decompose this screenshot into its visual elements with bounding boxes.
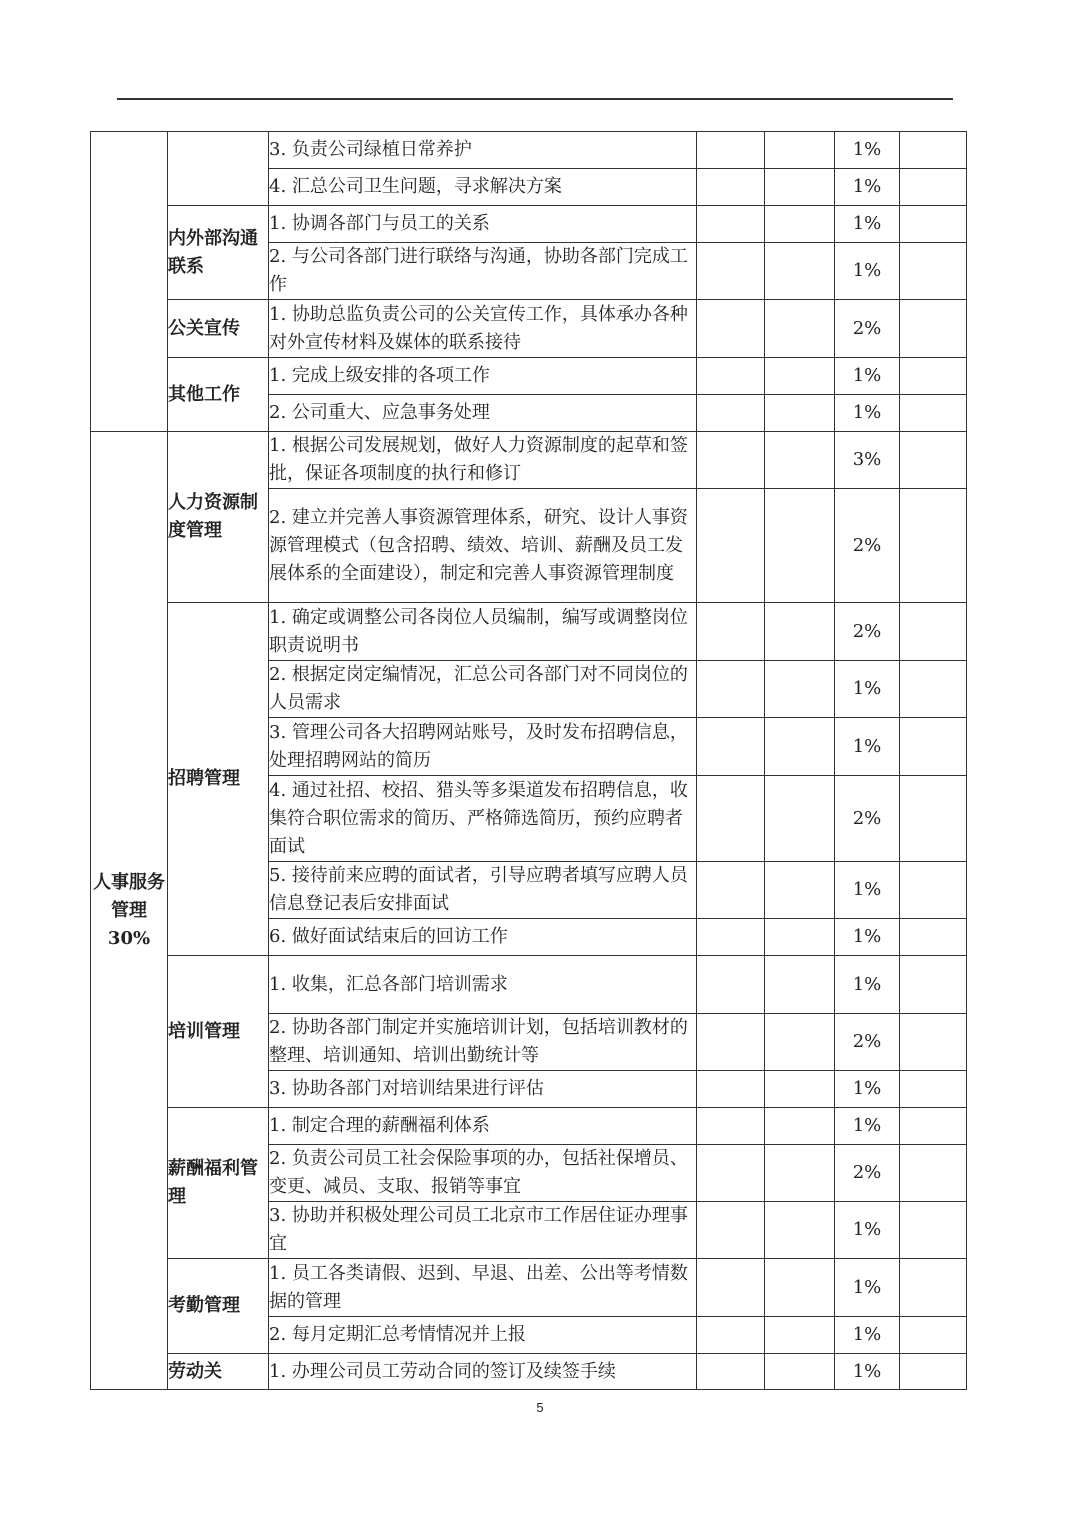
task-cell: 1. 员工各类请假、迟到、早退、出差、公出等考情数据的管理	[269, 1259, 697, 1317]
task-cell: 2. 根据定岗定编情况，汇总公司各部门对不同岗位的人员需求	[269, 661, 697, 718]
weight-cell: 1%	[835, 718, 900, 776]
weight-cell: 1%	[835, 1317, 900, 1354]
empty-cell	[765, 1071, 835, 1108]
empty-cell	[765, 432, 835, 489]
empty-cell	[697, 1145, 765, 1202]
empty-cell	[697, 956, 765, 1014]
subcategory-cell	[168, 132, 269, 206]
subcategory-cell: 招聘管理	[168, 603, 269, 956]
task-cell: 3. 负责公司绿植日常养护	[269, 132, 697, 169]
empty-cell	[697, 661, 765, 718]
weight-cell: 1%	[835, 132, 900, 169]
task-cell: 2. 公司重大、应急事务处理	[269, 395, 697, 432]
empty-cell	[697, 919, 765, 956]
weight-cell: 1%	[835, 1259, 900, 1317]
empty-cell	[765, 862, 835, 919]
weight-cell: 1%	[835, 919, 900, 956]
empty-cell	[697, 489, 765, 603]
empty-cell	[765, 1354, 835, 1390]
empty-cell	[765, 358, 835, 395]
weight-cell: 1%	[835, 206, 900, 243]
weight-cell: 1%	[835, 169, 900, 206]
empty-cell	[765, 1145, 835, 1202]
empty-cell	[900, 1071, 967, 1108]
weight-cell: 2%	[835, 1014, 900, 1071]
weight-cell: 2%	[835, 300, 900, 358]
subcategory-cell: 内外部沟通联系	[168, 206, 269, 300]
empty-cell	[765, 603, 835, 661]
table-row	[91, 1108, 967, 1145]
empty-cell	[765, 132, 835, 169]
empty-cell	[765, 1108, 835, 1145]
task-cell: 1. 确定或调整公司各岗位人员编制，编写或调整岗位职责说明书	[269, 603, 697, 661]
weight-cell: 1%	[835, 1354, 900, 1390]
empty-cell	[765, 1014, 835, 1071]
empty-cell	[900, 489, 967, 603]
empty-cell	[900, 661, 967, 718]
weight-cell: 1%	[835, 1108, 900, 1145]
empty-cell	[765, 300, 835, 358]
weight-cell: 3%	[835, 432, 900, 489]
task-cell: 2. 与公司各部门进行联络与沟通，协助各部门完成工作	[269, 243, 697, 300]
task-cell: 1. 办理公司员工劳动合同的签订及续签手续	[269, 1354, 697, 1390]
empty-cell	[697, 1108, 765, 1145]
empty-cell	[697, 1014, 765, 1071]
empty-cell	[900, 395, 967, 432]
empty-cell	[765, 169, 835, 206]
empty-cell	[697, 776, 765, 862]
empty-cell	[765, 1202, 835, 1259]
table-row	[91, 1259, 967, 1317]
empty-cell	[697, 395, 765, 432]
empty-cell	[900, 1354, 967, 1390]
weight-cell: 1%	[835, 1071, 900, 1108]
table-row	[91, 956, 967, 1014]
empty-cell	[697, 1317, 765, 1354]
empty-cell	[900, 603, 967, 661]
weight-cell: 2%	[835, 489, 900, 603]
page-number: 5	[536, 1400, 544, 1415]
task-cell: 1. 协调各部门与员工的关系	[269, 206, 697, 243]
empty-cell	[697, 243, 765, 300]
subcategory-cell: 人力资源制度管理	[168, 432, 269, 603]
empty-cell	[765, 956, 835, 1014]
empty-cell	[697, 358, 765, 395]
table-row	[91, 432, 967, 489]
table-row	[91, 358, 967, 395]
empty-cell	[900, 243, 967, 300]
empty-cell	[697, 603, 765, 661]
weight-cell: 2%	[835, 1145, 900, 1202]
table-row	[91, 132, 967, 169]
empty-cell	[900, 718, 967, 776]
weight-cell: 2%	[835, 776, 900, 862]
task-cell: 6. 做好面试结束后的回访工作	[269, 919, 697, 956]
empty-cell	[900, 1014, 967, 1071]
empty-cell	[765, 206, 835, 243]
empty-cell	[765, 243, 835, 300]
empty-cell	[900, 1145, 967, 1202]
empty-cell	[900, 1259, 967, 1317]
empty-cell	[697, 862, 765, 919]
category-cell	[91, 132, 168, 432]
weight-cell: 1%	[835, 1202, 900, 1259]
empty-cell	[900, 169, 967, 206]
weight-cell: 1%	[835, 661, 900, 718]
task-cell: 5. 接待前来应聘的面试者，引导应聘者填写应聘人员信息登记表后安排面试	[269, 862, 697, 919]
task-cell: 3. 管理公司各大招聘网站账号，及时发布招聘信息，处理招聘网站的简历	[269, 718, 697, 776]
weight-cell: 1%	[835, 358, 900, 395]
empty-cell	[900, 1317, 967, 1354]
subcategory-cell: 考勤管理	[168, 1259, 269, 1354]
table-row	[91, 603, 967, 661]
task-cell: 2. 负责公司员工社会保险事项的办，包括社保增员、变更、减员、支取、报销等事宜	[269, 1145, 697, 1202]
subcategory-cell: 劳动关	[168, 1354, 269, 1390]
empty-cell	[697, 1071, 765, 1108]
empty-cell	[900, 432, 967, 489]
weight-cell: 1%	[835, 956, 900, 1014]
empty-cell	[765, 718, 835, 776]
subcategory-cell: 培训管理	[168, 956, 269, 1108]
task-cell: 1. 收集，汇总各部门培训需求	[269, 956, 697, 1014]
empty-cell	[765, 395, 835, 432]
empty-cell	[765, 1259, 835, 1317]
empty-cell	[765, 919, 835, 956]
task-cell: 1. 协助总监负责公司的公关宣传工作，具体承办各种对外宣传材料及媒体的联系接待	[269, 300, 697, 358]
job-duty-table	[90, 131, 967, 1390]
empty-cell	[697, 1202, 765, 1259]
subcategory-cell: 薪酬福利管理	[168, 1108, 269, 1259]
empty-cell	[900, 358, 967, 395]
weight-cell: 1%	[835, 395, 900, 432]
empty-cell	[900, 776, 967, 862]
empty-cell	[697, 206, 765, 243]
empty-cell	[697, 432, 765, 489]
task-cell: 1. 制定合理的薪酬福利体系	[269, 1108, 697, 1145]
empty-cell	[900, 919, 967, 956]
empty-cell	[765, 489, 835, 603]
table-row	[91, 1354, 967, 1390]
task-cell: 2. 每月定期汇总考情情况并上报	[269, 1317, 697, 1354]
task-cell: 2. 建立并完善人事资源管理体系，研究、设计人事资源管理模式（包含招聘、绩效、培训、薪酬及员工发展体系的全面建设），制定和完善人事资源管理制度	[269, 489, 697, 603]
weight-cell: 1%	[835, 243, 900, 300]
task-cell: 3. 协助各部门对培训结果进行评估	[269, 1071, 697, 1108]
table-row	[91, 300, 967, 358]
empty-cell	[697, 132, 765, 169]
category-cell: 人事服务管理30%	[91, 432, 168, 1390]
task-cell: 1. 根据公司发展规划，做好人力资源制度的起草和签批，保证各项制度的执行和修订	[269, 432, 697, 489]
empty-cell	[765, 776, 835, 862]
empty-cell	[900, 862, 967, 919]
empty-cell	[697, 718, 765, 776]
empty-cell	[765, 661, 835, 718]
empty-cell	[900, 206, 967, 243]
subcategory-cell: 其他工作	[168, 358, 269, 432]
subcategory-cell: 公关宣传	[168, 300, 269, 358]
empty-cell	[697, 169, 765, 206]
empty-cell	[765, 1317, 835, 1354]
task-cell: 4. 汇总公司卫生问题，寻求解决方案	[269, 169, 697, 206]
weight-cell: 1%	[835, 862, 900, 919]
empty-cell	[697, 1354, 765, 1390]
empty-cell	[697, 1259, 765, 1317]
table-row	[91, 206, 967, 243]
task-cell: 2. 协助各部门制定并实施培训计划，包括培训教材的整理、培训通知、培训出勤统计等	[269, 1014, 697, 1071]
empty-cell	[697, 300, 765, 358]
empty-cell	[900, 1108, 967, 1145]
task-cell: 4. 通过社招、校招、猎头等多渠道发布招聘信息，收集符合职位需求的简历、严格筛选简历，预约应聘者面试	[269, 776, 697, 862]
empty-cell	[900, 1202, 967, 1259]
empty-cell	[900, 300, 967, 358]
task-cell: 1. 完成上级安排的各项工作	[269, 358, 697, 395]
task-cell: 3. 协助并积极处理公司员工北京市工作居住证办理事宜	[269, 1202, 697, 1259]
empty-cell	[900, 132, 967, 169]
weight-cell: 2%	[835, 603, 900, 661]
empty-cell	[900, 956, 967, 1014]
header-rule	[117, 98, 953, 100]
